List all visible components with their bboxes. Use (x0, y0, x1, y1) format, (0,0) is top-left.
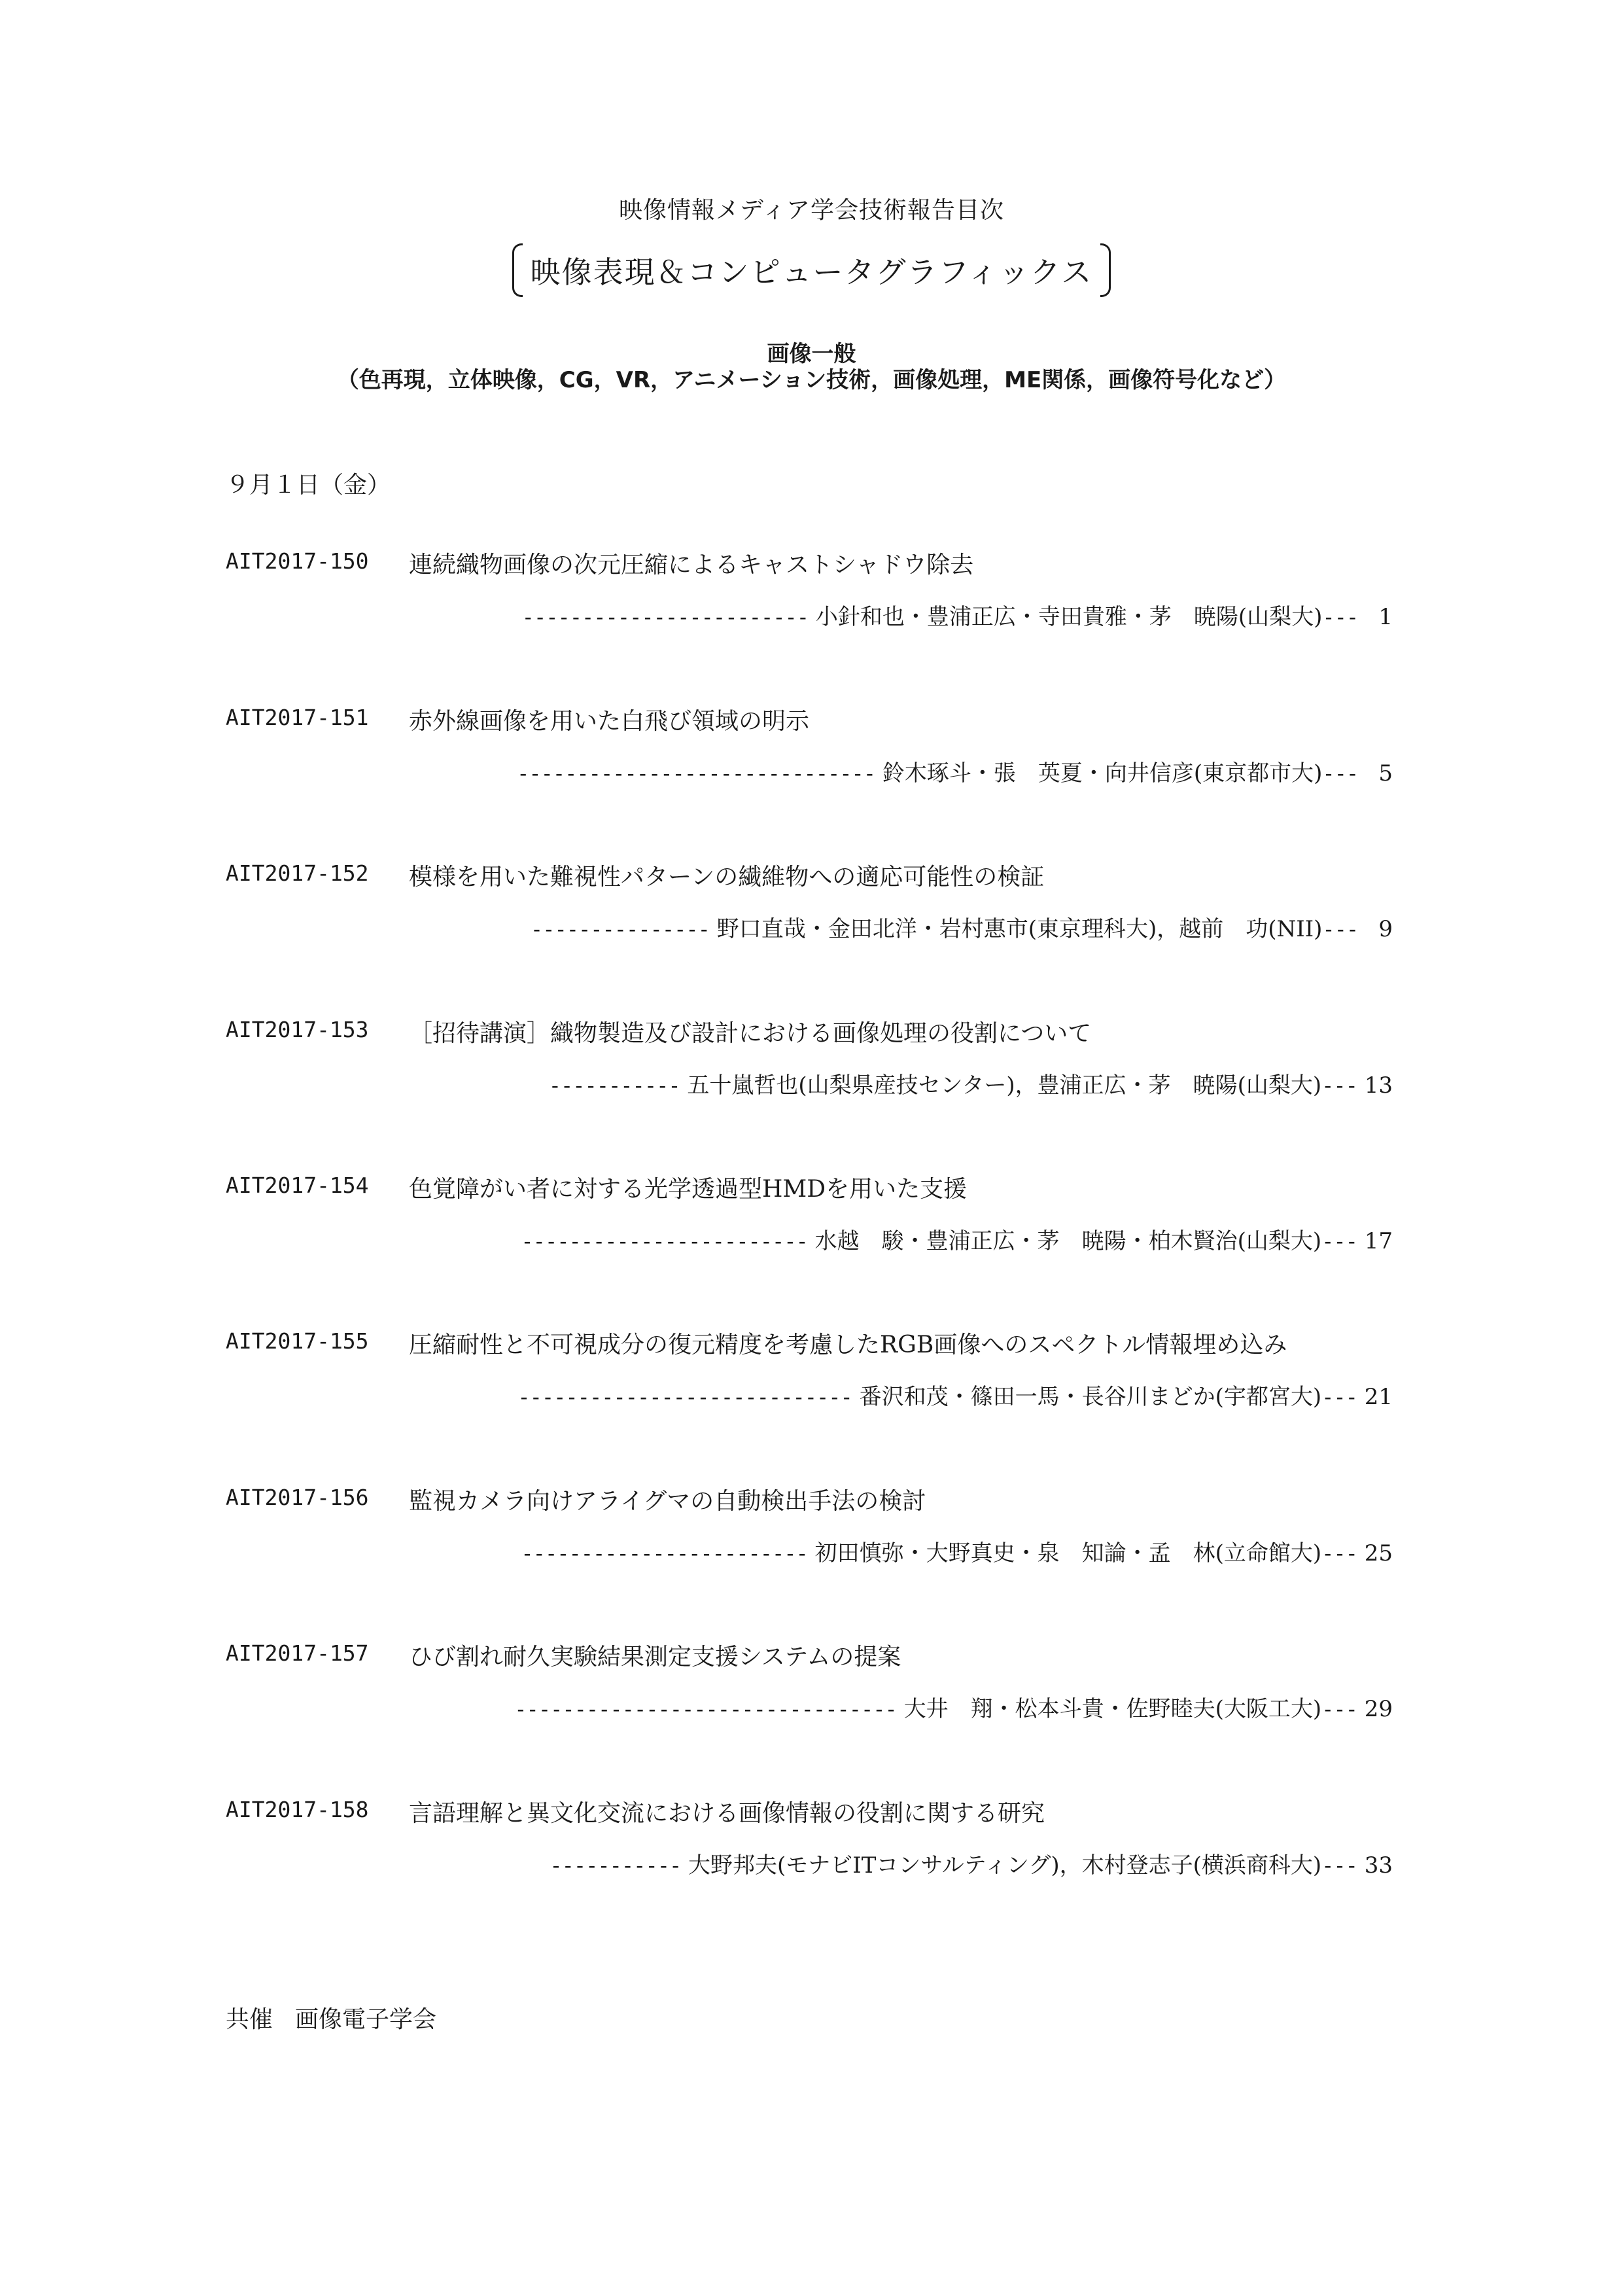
series-title-box (0, 241, 1623, 300)
paper-title: 圧縮耐性と不可視成分の復元精度を考慮したRGB画像へのスペクトル情報埋め込み (409, 1332, 1287, 1358)
leader-tail: --- (1322, 761, 1359, 786)
leader-dashes: ----------- (550, 1853, 682, 1878)
page-number: 25 (1364, 1540, 1393, 1566)
paper-title: 模様を用いた難視性パターンの繊維物への適応可能性の検証 (409, 864, 1045, 891)
paper-authors-line (549, 1067, 1393, 1099)
leader-tail: --- (1321, 1385, 1357, 1409)
document-title: 映像情報メディア学会技術報告目次 (618, 197, 1005, 224)
right-bracket (1100, 243, 1111, 297)
paper-authors: 鈴木琢斗・張 英夏・向井信彦(東京都市大) (882, 760, 1323, 786)
leader-dashes: ------------------------------ (517, 761, 876, 786)
leader-tail: --- (1321, 1853, 1357, 1878)
page-number: 5 (1378, 760, 1393, 786)
leader-dashes: ------------------------ (521, 605, 809, 629)
leader-dashes: -------------------------------- (514, 1697, 897, 1722)
leader-dashes: ---------------------------- (517, 1385, 852, 1409)
paper-authors: 番沢和茂・篠田一馬・長谷川まどか(宇都宮大) (859, 1384, 1322, 1410)
leader-dashes: ----------- (548, 1073, 680, 1098)
paper-title: 赤外線画像を用いた白飛び領域の明示 (409, 708, 810, 735)
paper-title: 監視カメラ向けアライグマの自動検出手法の検討 (409, 1488, 926, 1515)
leader-dashes: --------------- (530, 917, 710, 942)
paper-id: AIT2017-157 (226, 1640, 369, 1666)
page-number: 29 (1364, 1696, 1393, 1722)
paper-id: AIT2017-151 (226, 705, 369, 730)
paper-title: 色覚障がい者に対する光学透過型HMDを用いた支援 (409, 1176, 968, 1203)
cosponsor-name: 画像電子学会 (295, 2006, 437, 2033)
leader-tail: --- (1321, 1541, 1357, 1566)
paper-authors-line (514, 1691, 1393, 1723)
paper-authors-line (522, 599, 1393, 631)
paper-id: AIT2017-153 (226, 1017, 369, 1042)
paper-id: AIT2017-152 (226, 860, 369, 886)
paper-authors: 小針和也・豊浦正広・寺田貴雅・茅 暁陽(山梨大) (815, 604, 1323, 630)
paper-title: 言語理解と異文化交流における画像情報の役割に関する研究 (409, 1800, 1045, 1827)
page-number: 33 (1364, 1852, 1393, 1879)
page-number: 21 (1364, 1384, 1393, 1410)
page-number: 1 (1378, 604, 1393, 630)
paper-authors-line (517, 1379, 1393, 1411)
leader-dashes: ------------------------ (521, 1229, 808, 1254)
paper-id: AIT2017-156 (226, 1485, 369, 1510)
paper-authors: 野口直哉・金田北洋・岩村惠市(東京理科大)，越前 功(NII) (716, 916, 1323, 942)
left-bracket (512, 243, 523, 297)
paper-authors: 五十嵐哲也(山梨県産技センター)，豊浦正広・茅 暁陽(山梨大) (687, 1072, 1322, 1099)
paper-authors: 大野邦夫(モナビITコンサルティング)，木村登志子(横浜商科大) (688, 1852, 1322, 1879)
paper-authors-line (517, 755, 1393, 787)
cosponsor-line (226, 2001, 436, 2034)
paper-authors-line (550, 1847, 1393, 1879)
leader-dashes: ------------------------ (521, 1541, 808, 1566)
paper-authors-line (521, 1535, 1393, 1567)
paper-authors: 大井 翔・松本斗貴・佐野睦夫(大阪工大) (903, 1696, 1322, 1722)
paper-authors-line (521, 1223, 1393, 1255)
page-number: 9 (1378, 916, 1393, 942)
leader-tail: --- (1321, 1073, 1357, 1098)
page-number: 17 (1364, 1228, 1393, 1254)
leader-tail: --- (1322, 605, 1359, 629)
session-date: ９月１日（金） (226, 472, 391, 499)
paper-id: AIT2017-158 (226, 1797, 369, 1822)
paper-id: AIT2017-155 (226, 1328, 369, 1354)
category-topics: （色再現，立体映像，CG，VR，アニメーション技術，画像処理，ME関係，画像符号化など） (336, 367, 1287, 393)
paper-authors: 初田慎弥・大野真史・泉 知論・孟 林(立命館大) (814, 1540, 1322, 1566)
paper-authors-line (531, 911, 1393, 943)
paper-title: ［招待講演］織物製造及び設計における画像処理の役割について (409, 1020, 1092, 1047)
page-number: 13 (1364, 1072, 1393, 1099)
leader-tail: --- (1322, 917, 1359, 942)
leader-tail: --- (1321, 1697, 1357, 1722)
cosponsor-label: 共催 (226, 2006, 273, 2033)
paper-id: AIT2017-150 (226, 548, 369, 574)
paper-authors: 水越 駿・豊浦正広・茅 暁陽・柏木賢治(山梨大) (814, 1228, 1322, 1254)
paper-id: AIT2017-154 (226, 1173, 369, 1198)
paper-title: ひび割れ耐久実験結果測定支援システムの提案 (409, 1644, 901, 1670)
leader-tail: --- (1321, 1229, 1357, 1254)
series-title: 映像表現＆コンピュータグラフィックス (530, 255, 1093, 290)
category-title: 画像一般 (767, 341, 856, 367)
paper-title: 連続織物画像の次元圧縮によるキャストシャドウ除去 (409, 552, 974, 578)
